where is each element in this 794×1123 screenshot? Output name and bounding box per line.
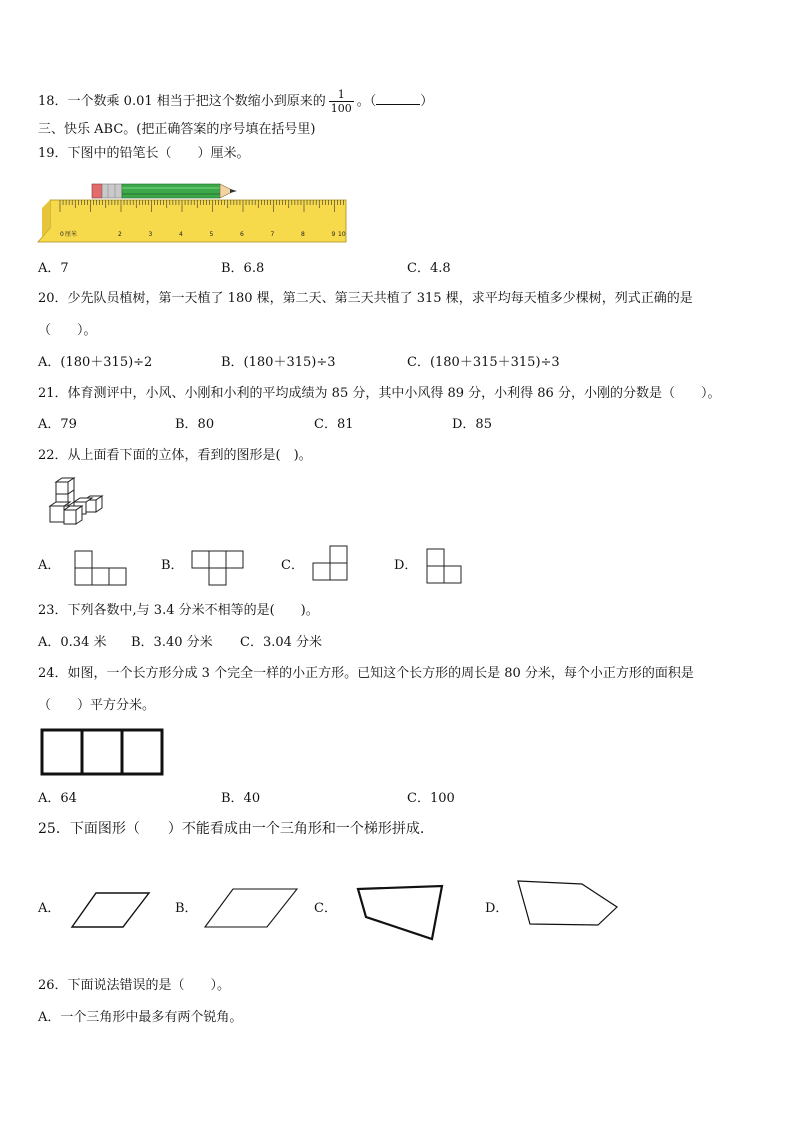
q20-option-c[interactable]: C．(180＋315＋315)÷3 (407, 355, 560, 370)
q25-option-c[interactable]: C． (314, 901, 337, 916)
q20-option-b[interactable]: B．(180＋315)÷3 (221, 355, 336, 370)
fraction-denominator: 100 (330, 102, 352, 115)
q19-option-c[interactable]: C．4.8 (407, 261, 451, 276)
ruler-tick-label: 7 (270, 231, 275, 238)
parallelogram-shape-b (203, 887, 299, 929)
three-squares-figure (40, 728, 164, 776)
section-3-heading: 三、快乐 ABC。(把正确答案的序号填在括号里) (38, 122, 316, 137)
cube-stack-figure (50, 478, 114, 528)
ruler-tick-label: 9 (331, 231, 336, 238)
pencil-icon (92, 184, 237, 198)
q24-option-b[interactable]: B．40 (221, 791, 261, 806)
ruler-tick-label: 6 (240, 231, 244, 238)
q19-option-a[interactable]: A．7 (38, 261, 69, 276)
fraction-one-hundredth (329, 88, 354, 115)
ruler-tick-label: 3 (148, 231, 153, 238)
question-21: 21．体育测评中，小风、小刚和小利的平均成绩为 85 分，其中小风得 89 分，小利得 86 分，小刚的分数是（ ）。 (38, 386, 721, 401)
q22-option-c[interactable]: C． (281, 558, 304, 573)
fraction-numerator: 1 (329, 88, 354, 102)
question-20: 20．少先队员植树，第一天植了 180 棵，第二天、第三天共植了 315 棵，求平均每天植多少棵树，列式正确的是 (38, 291, 693, 306)
question-24-cont: （ ）平方分米。 (38, 698, 156, 713)
q21-option-b[interactable]: B．80 (175, 417, 215, 432)
q21-option-a[interactable]: A．79 (38, 417, 77, 432)
ruler-unit-label: 厘米 (65, 231, 78, 238)
q25-option-b[interactable]: B． (175, 901, 198, 916)
pencil-ruler-figure (38, 178, 350, 244)
q23-option-a[interactable]: A．0.34 米 (38, 635, 107, 650)
question-26: 26．下面说法错误的是（ ）。 (38, 978, 231, 993)
top-view-option-a (74, 550, 128, 586)
ruler-tick-label: 2 (118, 231, 122, 238)
question-24: 24．如图，一个长方形分成 3 个完全一样的小正方形。已知这个长方形的周长是 80 分米，每个小正方形的面积是 (38, 666, 694, 681)
q20-option-a[interactable]: A．(180＋315)÷2 (38, 355, 153, 370)
ruler-icon (38, 200, 346, 242)
top-view-option-c (312, 545, 350, 583)
q22-option-a[interactable]: A． (38, 558, 61, 573)
question-25: 25．下面图形（ ）不能看成由一个三角形和一个梯形拼成. (38, 821, 425, 837)
q18-text-after: 。（ (356, 94, 377, 109)
ruler-zero-label: 0 (60, 231, 64, 238)
q22-option-d[interactable]: D． (394, 558, 418, 573)
q18-text-end: ） (420, 94, 434, 109)
q25-option-a[interactable]: A． (38, 901, 61, 916)
q22-option-b[interactable]: B． (161, 558, 184, 573)
q19-option-b[interactable]: B．6.8 (221, 261, 265, 276)
q21-option-c[interactable]: C．81 (314, 417, 354, 432)
question-22: 22．从上面看下面的立体，看到的图形是( )。 (38, 448, 312, 463)
q24-option-a[interactable]: A．64 (38, 791, 77, 806)
q18-text: 18．一个数乘 0.01 相当于把这个数缩小到原来的 (38, 94, 326, 109)
ruler-tick-label: 10 (338, 231, 346, 238)
q23-option-b[interactable]: B．3.40 分米 (131, 635, 213, 650)
question-20-cont: （ ）。 (38, 323, 97, 338)
q21-option-d[interactable]: D．85 (452, 417, 492, 432)
q26-option-a[interactable]: A．一个三角形中最多有两个锐角。 (38, 1010, 243, 1025)
answer-blank[interactable] (376, 93, 420, 105)
q25-option-d[interactable]: D． (485, 901, 509, 916)
parallelogram-shape-a (70, 890, 152, 930)
quadrilateral-shape-c (354, 883, 446, 943)
ruler-tick-label: 4 (179, 231, 183, 238)
q24-option-c[interactable]: C．100 (407, 791, 455, 806)
q23-option-c[interactable]: C．3.04 分米 (240, 635, 323, 650)
ruler-tick-label: 5 (209, 231, 214, 238)
pentagon-shape-d (514, 879, 622, 929)
question-23: 23．下列各数中,与 3.4 分米不相等的是( )。 (38, 603, 319, 618)
question-19: 19．下图中的铅笔长（ ）厘米。 (38, 146, 250, 161)
top-view-option-b (191, 550, 245, 586)
question-18 (38, 88, 433, 115)
ruler-tick-label: 8 (301, 231, 305, 238)
top-view-option-d (426, 548, 464, 586)
